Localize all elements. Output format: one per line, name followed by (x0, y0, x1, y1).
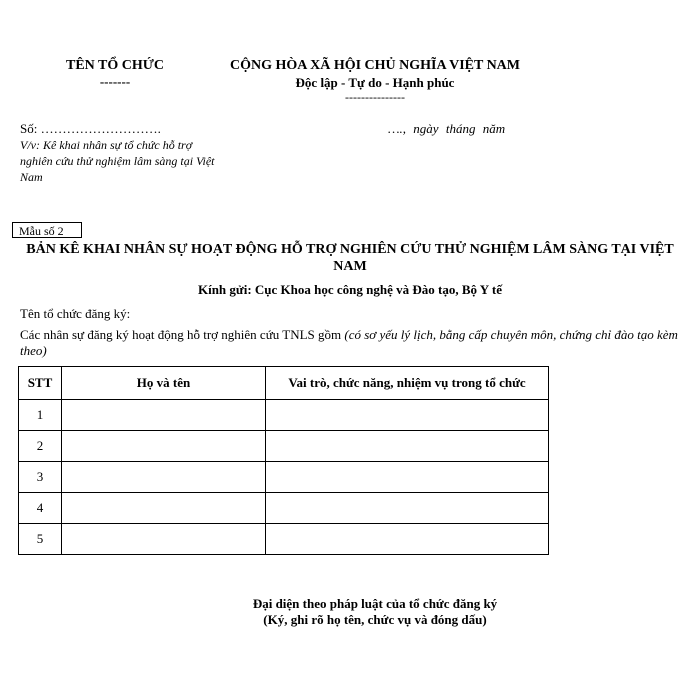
role-cell[interactable] (266, 431, 549, 462)
role-cell[interactable] (266, 493, 549, 524)
recipient-line: Kính gửi: Cục Khoa học công nghệ và Đào tạo, Bộ Y tế (197, 282, 503, 297)
personnel-note: (có sơ yếu lý lịch, bằng cấp chuyên môn, chứng chỉ đào tạo kèm theo) (20, 327, 678, 358)
personnel-description (20, 327, 680, 359)
document-number: Số: ………………………. (20, 121, 161, 136)
name-cell[interactable] (62, 431, 266, 462)
table-row (19, 431, 549, 462)
row-number-cell: 4 (19, 493, 62, 524)
row-number-cell: 1 (19, 400, 62, 431)
personnel-table (18, 366, 549, 555)
name-cell[interactable] (62, 493, 266, 524)
row-number-cell: 2 (19, 431, 62, 462)
national-motto: Độc lập - Tự do - Hạnh phúc (295, 75, 455, 90)
column-header-stt: STT (19, 367, 62, 400)
role-cell[interactable] (266, 524, 549, 555)
signature-title: Đại diện theo pháp luật của tổ chức đăng ký (252, 596, 498, 611)
role-cell[interactable] (266, 462, 549, 493)
table-header-row (19, 367, 549, 400)
role-cell[interactable] (266, 400, 549, 431)
name-cell[interactable] (62, 400, 266, 431)
date-line: …., ngày tháng năm (388, 121, 506, 136)
column-header-role: Vai trò, chức năng, nhiệm vụ trong tổ chức (266, 367, 549, 400)
name-cell[interactable] (62, 524, 266, 555)
name-cell[interactable] (62, 462, 266, 493)
organization-divider: ------- (99, 74, 131, 89)
organization-field-label: Tên tổ chức đăng ký: (20, 306, 131, 321)
table-row (19, 524, 549, 555)
column-header-name: Họ và tên (62, 367, 266, 400)
form-number-badge: Mẫu số 2 (12, 222, 82, 238)
national-title: CỘNG HÒA XÃ HỘI CHỦ NGHĨA VIỆT NAM (229, 58, 520, 73)
signature-note: (Ký, ghi rõ họ tên, chức vụ và đóng dấu) (263, 612, 487, 627)
organization-name: TÊN TỔ CHỨC (65, 58, 164, 73)
row-number-cell: 5 (19, 524, 62, 555)
subject-line: V/v: Kê khai nhân sự tổ chức hỗ trợ nghiên cứu thử nghiệm lâm sàng tại Việt Nam (20, 138, 215, 184)
form-title: BẢN KÊ KHAI NHÂN SỰ HOẠT ĐỘNG HỖ TRỢ NGHIÊN CỨU THỬ NGHIỆM LÂM SÀNG TẠI VIỆT NAM (26, 242, 674, 274)
table-row (19, 493, 549, 524)
table-row (19, 462, 549, 493)
personnel-text: Các nhân sự đăng ký hoạt động hỗ trợ nghiên cứu TNLS gồm (20, 327, 345, 342)
row-number-cell: 3 (19, 462, 62, 493)
table-row (19, 400, 549, 431)
motto-divider: --------------- (345, 90, 405, 104)
